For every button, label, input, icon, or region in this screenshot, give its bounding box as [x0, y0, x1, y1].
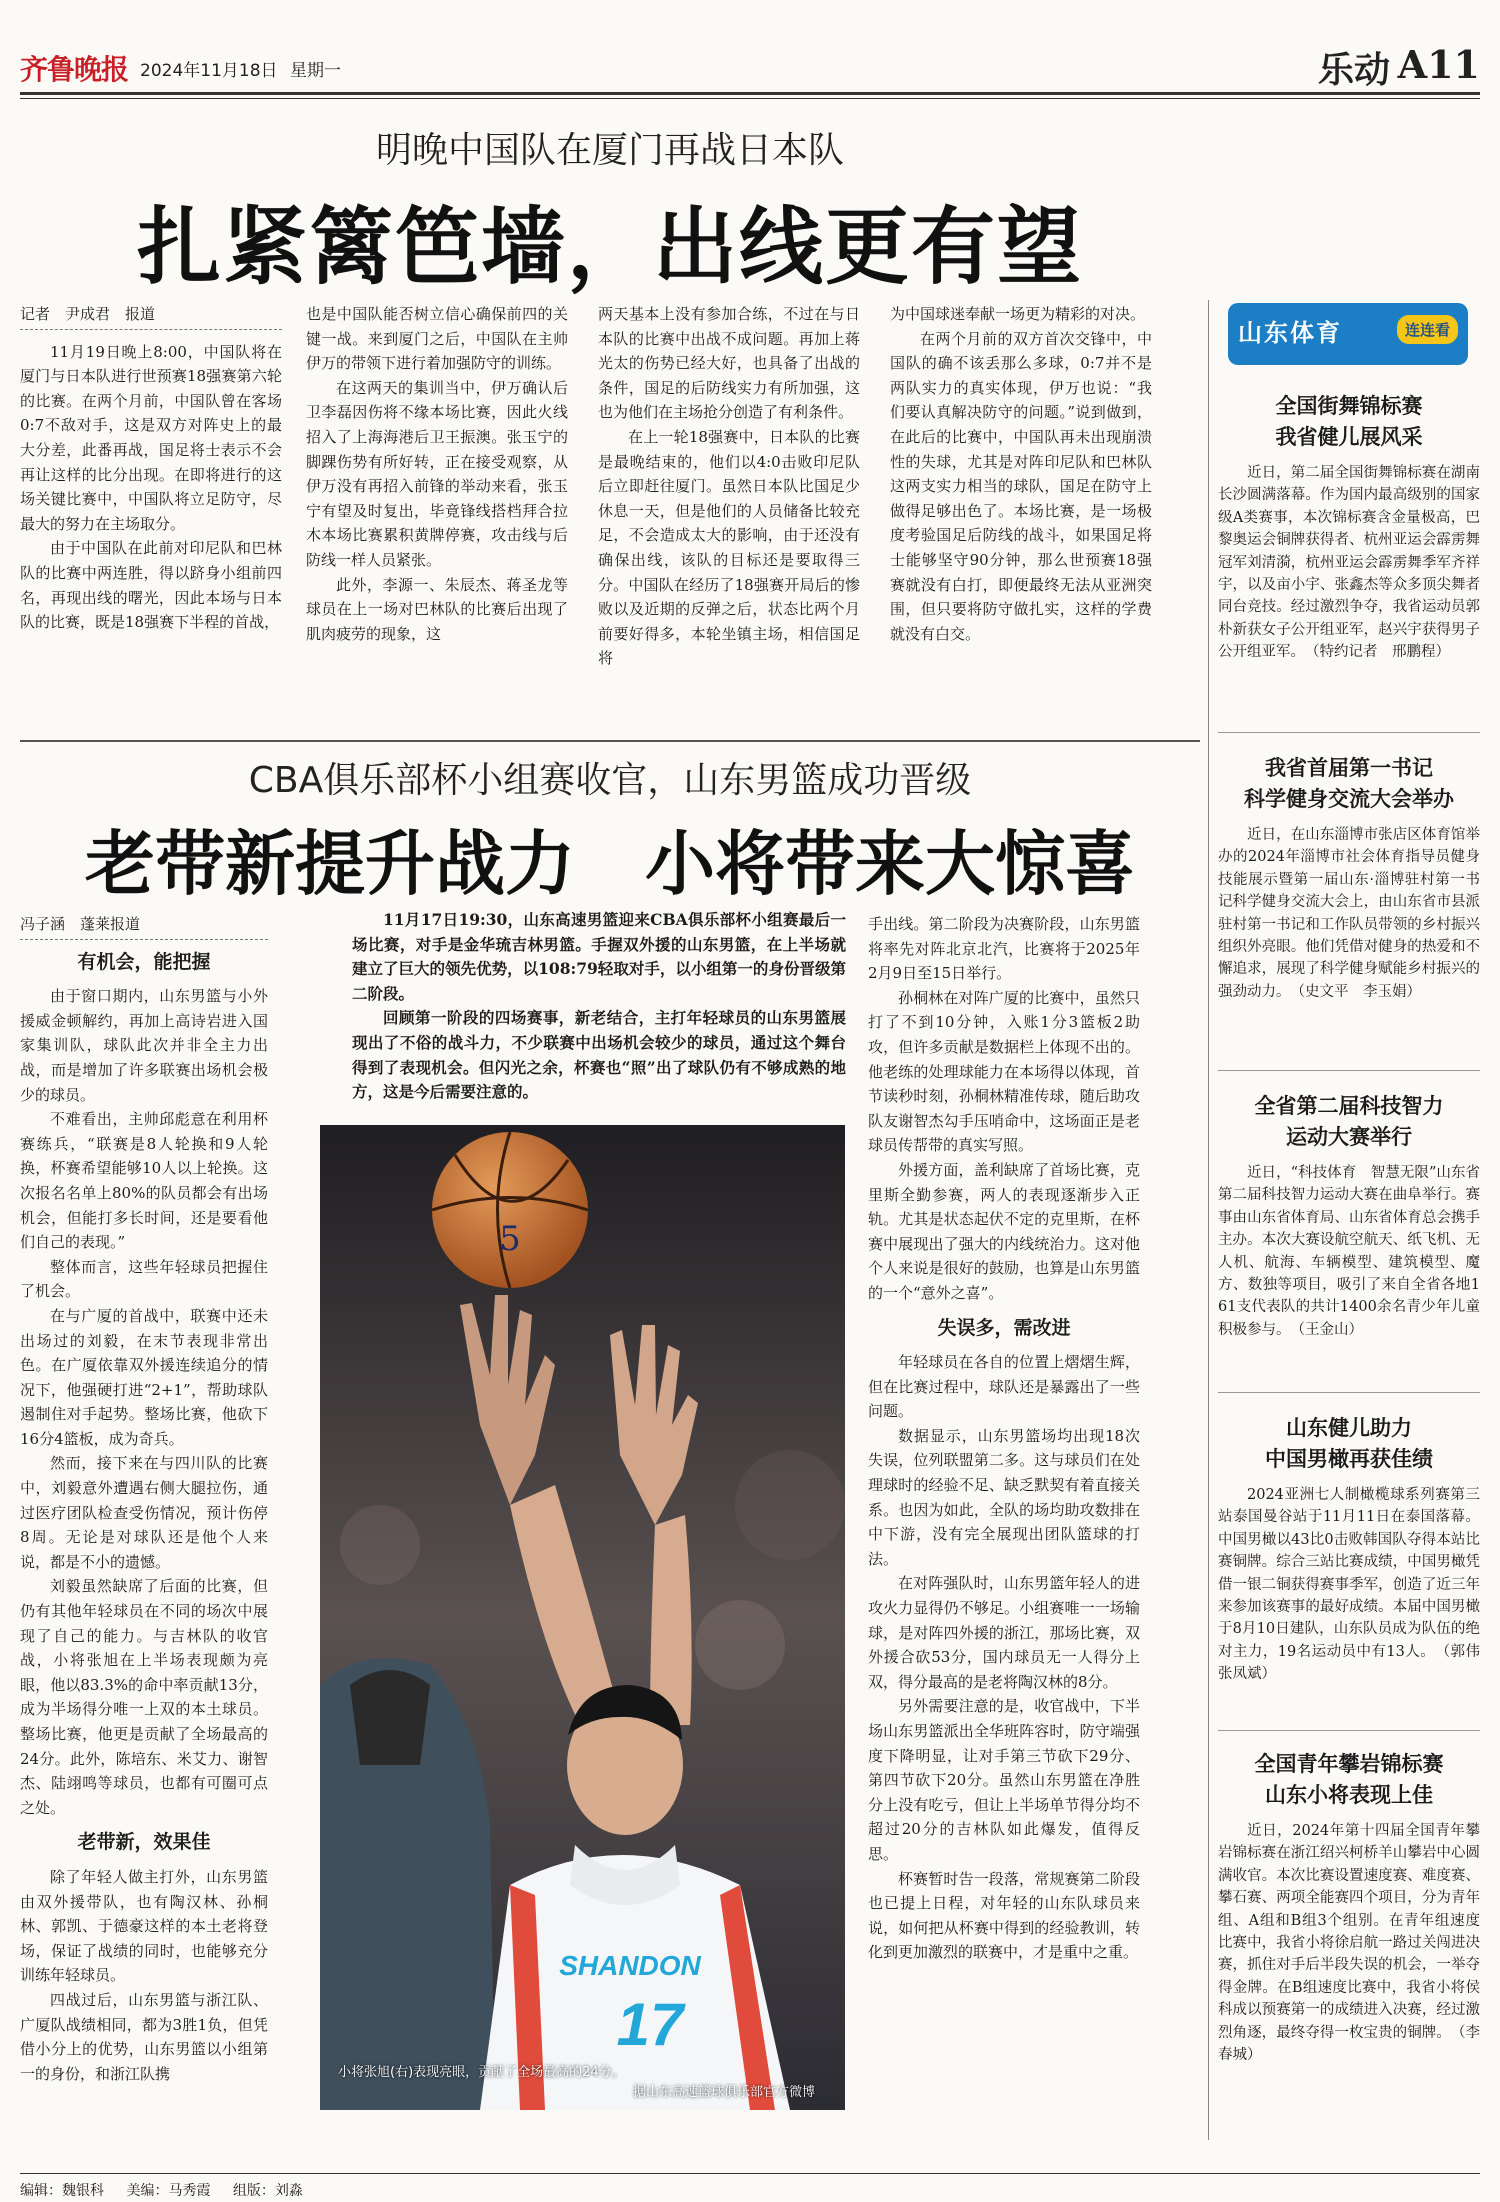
title-line: 中国男橄再获佳绩: [1265, 1446, 1433, 1471]
paragraph: 刘毅虽然缺席了后面的比赛，但仍有其他年轻球员在不同的场次中展现了自己的能力。与吉林队的收官战，小将张旭在上半场表现颇为亮眼，他以83.3%的命中率贡献13分，成为半场得分唯一上双的本土球员。整场比赛，他更是贡献了全场最高的24分。此外，陈培东、米艾力、谢智杰、陆翊鸣等球员，也都有可圈可点之处。: [20, 1577, 268, 1817]
article2-lead: [352, 908, 846, 1105]
page-header: [20, 8, 1480, 91]
paragraph: 另外需要注意的是，收官战中，下半场山东男篮派出全华班阵容时，防守端强度下降明显，让对手第三节砍下29分、第四节砍下20分。虽然山东男篮在净胜分上没有吃亏，但让上半场单节得分均不超过20分的吉林队如此爆发，值得反思。: [868, 1697, 1140, 1863]
sidebar-item-4: [1218, 1412, 1495, 1686]
paragraph: 四战过后，山东男篮与浙江队、广厦队战绩相同，都为3胜1负，但凭借小分上的优势，山东男篮以小组第一的身份，和浙江队携: [20, 1990, 268, 2083]
footer-editor: 编辑：魏银科: [20, 2183, 104, 2199]
article-divider: [20, 740, 1200, 742]
sidebar-item-2: [1218, 752, 1480, 1003]
sidebar-rule: [1218, 1070, 1480, 1071]
photo-illustration: [320, 1125, 845, 2110]
page-footer: [20, 2180, 321, 2200]
title-line: 运动大赛举行: [1286, 1124, 1412, 1149]
sidebar-item-body: 近日，在山东淄博市张店区体育馆举办的2024年淄博市社会体育指导员健身技能展示暨第一届山东·淄博驻村第一书记科学健身交流大会上，由山东省市县派驻村第一书记和工作队员带领的乡村振兴组织外亮眼。他们凭借对健身的热爱和不懈追求，展现了科学健身赋能乡村振兴的强劲动力。 （史文平 李玉娟）: [1218, 827, 1480, 1000]
sidebar-rule: [1218, 732, 1480, 733]
paragraph: 年轻球员在各自的位置上熠熠生辉，但在比赛过程中，球队还是暴露出了一些问题。: [868, 1353, 1140, 1421]
paragraph: 除了年轻人做主打外，山东男篮由双外援带队，也有陶汉林、孙桐林、郭凯、于德豪这样的本土老将登场，保证了战绩的同时，也能够充分训练年轻球员。: [20, 1867, 268, 1985]
photo-credit: 据山东高速篮球俱乐部官方微博: [632, 2085, 815, 2100]
photo-caption: 小将张旭(右)表现亮眼，贡献了全场最高的24分。: [338, 2065, 625, 2080]
paragraph: 数据显示，山东男篮场均出现18次失误，位列联盟第二多。这与球员们在处理球时的经验不足、缺乏默契有着直接关系。也因为如此，全队的场均助攻数排在中下游，没有完全展现出团队篮球的打法。: [868, 1426, 1140, 1568]
paragraph: 在对阵强队时，山东男篮年轻人的进攻火力显得仍不够足。小组赛唯一一场输球，是对阵四外援的浙江，那场比赛，双外援合砍53分，国内球员无一人得分上双，得分最高的是老将陶汉林的8分。: [868, 1574, 1140, 1691]
article1-column-1: [20, 302, 282, 732]
section-name: 乐动: [1317, 49, 1390, 91]
paragraph: 手出线。第二阶段为决赛阶段，山东男篮将率先对阵北京北汽，比赛将于2025年2月9日至15日举行。: [868, 915, 1140, 983]
sidebar-item-body: 近日，第二届全国街舞锦标赛在湖南长沙圆满落幕。作为国内最高级别的国家级A类赛事，本次锦标赛含金量极高，巴黎奥运会铜牌获得者、杭州亚运会霹雳舞冠军刘清漪，杭州亚运会霹雳舞季军齐祥宇，以及亩小宇、张鑫杰等众多顶尖舞者同台竞技。经过激烈争夺，我省运动员郭朴新获女子公开组亚军，赵兴宇获得男子公开组亚军。 （特约记者 邢鹏程）: [1218, 465, 1480, 661]
paragraph: 孙桐林在对阵广厦的比赛中，虽然只打了不到10分钟，入账1分3篮板2助攻，但许多贡献是数据栏上体现不出的。他老练的处理球能力在本场得以体现，首节读秒时刻，孙桐林精准传球，随后助攻队友谢智杰勾手压哨命中，这场面正是老球员传帮带的真实写照。: [868, 988, 1140, 1155]
article2-headline: 老带新提升战力 小将带来大惊喜: [85, 822, 1135, 905]
article2-byline: 冯子涵 蓬莱报道: [20, 912, 268, 940]
subheading: 失误多，需改进: [937, 1316, 1071, 1339]
sidebar-divider: [1208, 300, 1209, 2140]
sidebar-item-body: 2024亚洲七人制橄榄球系列赛第三站泰国曼谷站于11月11日在泰国落幕。中国男橄以43比0击败韩国队夺得本站比赛铜牌。综合三站比赛成绩，中国男橄凭借一银二铜获得赛事季军，创造了近三年来参加该赛事的最好成绩。本届中国男橄于8月10日建队，山东队员成为队伍的绝对主力，19名运动员中有13人。 （郭伟 张凤斌）: [1218, 1487, 1495, 1683]
paragraph: 然而，接下来在与四川队的比赛中，刘毅意外遭遇右侧大腿拉伤，通过医疗团队检查受伤情况，预计伤停8周。无论是对球队还是他个人来说，都是不小的遗憾。: [20, 1454, 268, 1571]
jersey-text: SHANDON: [559, 1950, 701, 1981]
title-line: 我省健儿展风采: [1275, 424, 1423, 449]
article2-kicker: CBA俱乐部杯小组赛收官，山东男篮成功晋级: [248, 760, 972, 801]
paragraph: 在这两天的集训当中，伊万确认后卫李磊因伤将不缘本场比赛，因此火线招入了上海海港后卫王振澳。张玉宁的脚踝伤势有所好转，正在接受观察，从伊万没有再招入前锋的举动来看，张玉宁有望及时复出，毕竟锋线搭档拜合拉木本场比赛累积黄牌停赛，攻击线与后防线一样人员紧张。: [306, 378, 568, 569]
lead-paragraph: 11月17日19:30，山东高速男篮迎来CBA俱乐部杯小组赛最后一场比赛，对手是金华琉吉林男篮。手握双外援的山东男篮，在上半场就建立了巨大的领先优势，以108:79轻取对手，以小组第一的身份晋级第二阶段。: [352, 910, 846, 1003]
article1-column-4: [890, 302, 1152, 732]
sidebar-rule: [1218, 1730, 1480, 1731]
article1-column-3: [598, 302, 860, 732]
sidebar-item-body: 近日，2024年第十四届全国青年攀岩锦标赛在浙江绍兴柯桥羊山攀岩中心圆满收官。本次比赛设置速度赛、难度赛、攀石赛、两项全能赛四个项目，分为青年组、A组和B组3个组别。在青年组速度比赛中，我省小将徐启航一路过关闯进决赛，抓住对手后半段失误的机会，一举夺得金牌。在B组速度比赛中，我省小将侯科成以预赛第一的成绩进入决赛，经过激烈角逐，最终夺得一枚宝贵的铜牌。 （李春城）: [1218, 1823, 1480, 2064]
title-line: 山东健儿助力: [1286, 1415, 1412, 1440]
article2-right-column: [868, 912, 1140, 2152]
paragraph: 整体而言，这些年轻球员把握住了机会。: [20, 1257, 268, 1301]
article1-kicker: 明晚中国队在厦门再战日本队: [375, 130, 844, 171]
jersey-number: 17: [616, 1991, 684, 2058]
header-rule: [20, 92, 1480, 95]
sidebar-item-title: [1218, 1090, 1480, 1152]
sidebar-item-title: [1218, 752, 1480, 814]
sidebar-item-3: [1218, 1090, 1480, 1341]
sidebar-item-5: [1218, 1748, 1480, 2066]
paragraph: 为中国球迷奉献一场更为精彩的对决。: [890, 305, 1146, 323]
paragraph: 由于中国队在此前对印尼队和巴林队的比赛中两连胜，得以跻身小组前四名，再现出线的曙光，因此本场与日本队的比赛，既是18强赛下半程的首战，: [20, 539, 282, 632]
paragraph: 11月19日晚上8:00，中国队将在厦门与日本队进行世预赛18强赛第六轮的比赛。在两个月前，中国队曾在客场0:7不敌对手，这是双方对阵史上的最大分差，此番再战，国足将士表示不会再让这样的比分出现。在即将进行的这场关键比赛中，中国队将立足防守，尽最大的努力在主场取分。: [20, 342, 282, 533]
paragraph: 在上一轮18强赛中，日本队的比赛是最晚结束的，他们以4:0击败印尼队后立即赶往厦门。虽然日本队比国足少休息一天，但是他们的人员储备比较充足，不会造成太大的影响，由于还没有确保出线，该队的目标还是要取得三分。中国队在经历了18强赛开局后的惨败以及近期的反弹之后，状态比两个月前要好得多，本轮坐镇主场，相信国足将: [598, 427, 860, 668]
sidebar-item-body: 近日，“科技体育 智慧无限”山东省第二届科技智力运动大赛在曲阜举行。赛事由山东省体育局、山东省体育总会携手主办。本次大赛设航空航天、纸飞机、无人机、航海、车辆模型、建筑模型、魔方、数独等项目，吸引了来自全省各地161支代表队的共计1400余名青少年儿童积极参与。 （王金山）: [1218, 1165, 1480, 1338]
footer-designer: 美编：马秀霞: [126, 2183, 211, 2199]
article1-column-2: [306, 302, 568, 732]
ball-logo: 5: [499, 1219, 521, 1259]
lead-paragraph: 回顾第一阶段的四场赛事，新老结合，主打年轻球员的山东男篮展现出了不俗的战斗力，不少联赛中出场机会较少的球员，通过这个舞台得到了表现机会。但闪光之余，杯赛也“照”出了球队仍有不够成熟的地方，这是今后需要注意的。: [352, 1008, 846, 1102]
subheading: 老带新，效果佳: [77, 1831, 211, 1854]
title-line: 山东小将表现上佳: [1265, 1782, 1433, 1807]
sidebar-brand-tag: 连连看: [1397, 315, 1458, 344]
footer-proof: 组版：刘淼: [232, 2183, 303, 2199]
subheading: 有机会，能把握: [77, 950, 211, 973]
sidebar-item-title: [1218, 1748, 1480, 1810]
paragraph: 在与广厦的首战中，联赛中还未出场过的刘毅，在末节表现非常出色。在广厦依靠双外援连续追分的情况下，他强硬打进“2+1”，帮助球队遏制住对手起势。整场比赛，他砍下16分4篮板，成为奇兵。: [20, 1306, 268, 1448]
sidebar-item-title: [1218, 390, 1480, 452]
header-rule-thin: [20, 98, 1480, 99]
title-line: 全国街舞锦标赛: [1275, 393, 1423, 418]
article1-byline: 记者 尹成君 报道: [20, 302, 282, 330]
paragraph: 在两个月前的双方首次交锋中，中国队的确不该丢那么多球，0:7并不是两队实力的真实体现，伊万也说：“我们要认真解决防守的问题。”说到做到，在此后的比赛中，中国队再未出现崩溃性的失球，尤其是对阵印尼队和巴林队这两支实力相当的球队，国足在防守上做得足够出色了。本场比赛，是一场极度考验国足后防线的战斗，如果国足将士能够坚守90分钟，那么世预赛18强赛就没有白打，即便最终无法从亚洲突围，但只要将防守做扎实，这样的学费就没有白交。: [890, 329, 1152, 643]
masthead-logo: 齐鲁晚报: [20, 53, 129, 86]
paragraph: 两天基本上没有参加合练，不过在与日本队的比赛中出战不成问题。再加上蒋光太的伤势已经大好，也具备了出战的条件，国足的后防线实力有所加强，这也为他们在主场抢分创造了有利条件。: [598, 305, 860, 422]
title-line: 我省首届第一书记: [1265, 755, 1433, 780]
article1-headline: 扎紧篱笆墙，出线更有望: [136, 197, 1083, 296]
sidebar-item-title: [1218, 1412, 1480, 1474]
sidebar-brand: [1228, 303, 1468, 365]
article2-left-column: [20, 912, 268, 2152]
paragraph: 杯赛暂时告一段落，常规赛第二阶段也已提上日程，对年轻的山东队球员来说，如何把从杯赛中得到的经验教训，转化到更加激烈的联赛中，才是重中之重。: [868, 1869, 1140, 1962]
basketball-photo: [320, 1125, 845, 2110]
issue-date: 2024年11月18日: [140, 61, 278, 81]
sidebar-item-1: [1218, 390, 1480, 664]
issue-weekday: 星期一: [290, 61, 341, 81]
paragraph: 外援方面，盖利缺席了首场比赛，克里斯全勤参赛，两人的表现逐渐步入正轨。尤其是状态起伏不定的克里斯，在杯赛中展现出了强大的内线统治力。这对他个人来说是很好的鼓励，也算是山东男篮的一个“意外之喜”。: [868, 1160, 1140, 1302]
title-line: 全国青年攀岩锦标赛: [1254, 1751, 1444, 1776]
paragraph: 由于窗口期内，山东男篮与小外援威金顿解约，再加上高诗岩进入国家集训队，球队此次并非全主力出战，而是增加了许多联赛出场机会极少的球员。: [20, 987, 268, 1104]
title-line: 科学健身交流大会举办: [1244, 786, 1454, 811]
footer-rule: [20, 2173, 1480, 2174]
sidebar-rule: [1218, 1392, 1480, 1393]
paragraph: 也是中国队能否树立信心确保前四的关键一战。来到厦门之后，中国队在主帅伊万的带领下进行着加强防守的训练。: [306, 305, 568, 373]
paragraph: 不难看出，主帅邱彪意在利用杯赛练兵，“联赛是8人轮换和9人轮换，杯赛希望能够10人以上轮换。这次报名名单上80%的队员都会有出场机会，但能打多长时间，还是要看他们自己的表现。”: [20, 1110, 268, 1252]
sidebar-brand-title: 山东体育: [1238, 318, 1342, 347]
title-line: 全省第二届科技智力: [1254, 1093, 1444, 1118]
paragraph: 此外，李源一、朱辰杰、蒋圣龙等球员在上一场对巴林队的比赛后出现了肌肉疲劳的现象，这: [306, 575, 568, 643]
page-number: A11: [1397, 42, 1480, 87]
